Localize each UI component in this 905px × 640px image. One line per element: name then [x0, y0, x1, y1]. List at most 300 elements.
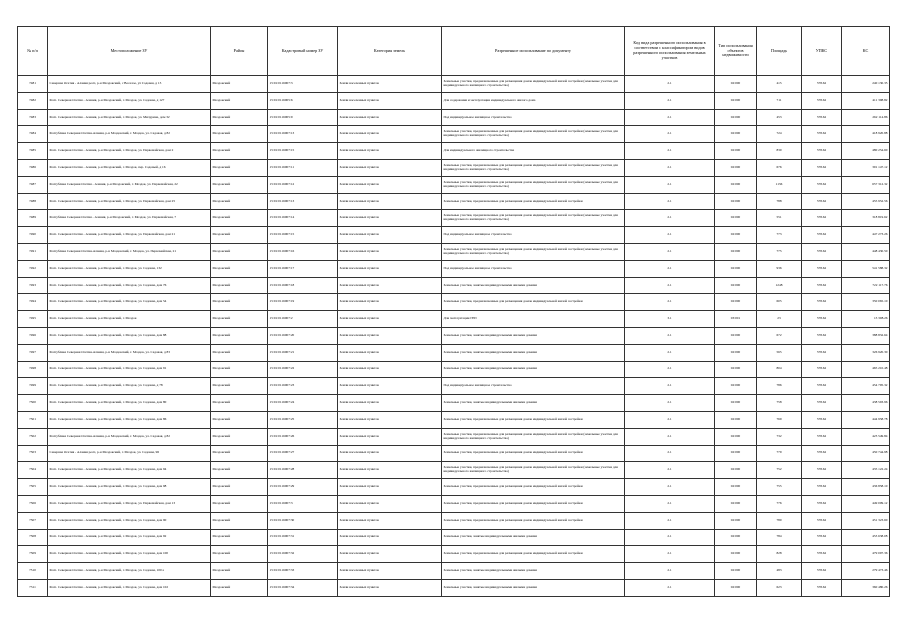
cell-area: 551 [757, 210, 802, 227]
cell-permitted-use: Под индивидуальное жилищное строительство [442, 260, 625, 277]
cell-district: Моздокский [211, 294, 268, 311]
cell-location: Респ. Северная Осетия - Алания, р-н Моздокский, г. Моздок [48, 311, 211, 328]
cell-number: 7504 [18, 462, 48, 479]
cell-land-category: Земли населенных пунктов [338, 294, 442, 311]
table-row [18, 479, 890, 496]
cell-number: 7495 [18, 311, 48, 328]
table-row [18, 243, 890, 260]
cell-area: 779 [757, 445, 802, 462]
cell-upks: 578.62 [802, 411, 842, 428]
table-row [18, 176, 890, 193]
cell-area: 676 [757, 159, 802, 176]
cell-use-type: 02:000 [715, 159, 757, 176]
cell-location: Респ. Северная Осетия - Алания, р-н Моздокский, г. Моздок, ул. Садовая, дом 88 [48, 327, 211, 344]
cell-location: Республика Северная Осетия-Алания, р-н Моздокский, г. Моздок, ул. Садовая, д 83 [48, 344, 211, 361]
cell-cadastral-number: 15:01:0116007:23 [268, 378, 338, 395]
cell-use-code: 2.1 [625, 579, 715, 596]
cell-use-code: 2.1 [625, 260, 715, 277]
cell-location: Респ. Северная Осетия - Алания, р-н Моздокский, г. Моздок, ул. Садовая, 100 а [48, 563, 211, 580]
cell-permitted-use: Земельные участки, предназначенные для размещения домов индивидуальной жилой застройки (земельные участки для индивидуального жилищного строительства) [442, 76, 625, 93]
table-row [18, 445, 890, 462]
cell-ks: 326 920.30 [842, 344, 890, 361]
cell-use-type: 02:000 [715, 92, 757, 109]
table-row [18, 563, 890, 580]
cell-upks: 578.62 [802, 327, 842, 344]
header-upks: УПКС [802, 27, 842, 76]
cell-use-type: 02:000 [715, 462, 757, 479]
cell-upks: 578.62 [802, 126, 842, 143]
table-row [18, 327, 890, 344]
cell-use-code: 2.1 [625, 512, 715, 529]
cell-use-type: 02:000 [715, 529, 757, 546]
cell-use-code: 2.1 [625, 327, 715, 344]
cell-ks: 479 097.36 [842, 546, 890, 563]
cell-upks: 578.62 [802, 109, 842, 126]
cell-upks: 578.62 [802, 428, 842, 445]
table-row [18, 512, 890, 529]
cell-ks: 447 273.26 [842, 227, 890, 244]
cell-location: Северная Осетия - Алания респ, р-н Моздокский, г. Моздок, ул. Садовая, 96 [48, 445, 211, 462]
table-row [18, 76, 890, 93]
cell-ks: 435 122.24 [842, 462, 890, 479]
cell-use-code: 2.1 [625, 344, 715, 361]
cell-ks: 453 638.08 [842, 529, 890, 546]
cell-permitted-use: Земельные участки, занятые индивидуальными жилыми домами [442, 327, 625, 344]
cell-use-type: 02:000 [715, 546, 757, 563]
cell-cadastral-number: 15:01:0116007:2 [268, 311, 338, 328]
cell-cadastral-number: 15:01:0116007:28 [268, 462, 338, 479]
cell-ks: 449 009.12 [842, 495, 890, 512]
cell-permitted-use: Земельные участки, предназначенные для размещения домов индивидуальной жилой застройки [442, 546, 625, 563]
cell-upks: 578.62 [802, 193, 842, 210]
cell-use-code: 2.1 [625, 126, 715, 143]
cell-upks: 578.62 [802, 445, 842, 462]
cell-district: Моздокский [211, 445, 268, 462]
cell-cadastral-number: 15:01:0116007:32 [268, 546, 338, 563]
cell-land-category: Земли населенных пунктов [338, 109, 442, 126]
cell-permitted-use: Земельные участки, предназначенные для размещения домов индивидуальной жилой застройки (земельные участки для индивидуального жилищного строительства) [442, 462, 625, 479]
cell-location: Республика Северная Осетия-Алания, р-н Моздокский, г. Моздок, ул. Садовая, д 82 [48, 428, 211, 445]
cell-area: 605 [757, 294, 802, 311]
cell-cadastral-number: 15:01:0116007:3 [268, 495, 338, 512]
cell-use-type: 02:000 [715, 395, 757, 412]
header-district: Район [211, 27, 268, 76]
cell-cadastral-number: 15:01:0116007:19 [268, 294, 338, 311]
cell-district: Моздокский [211, 193, 268, 210]
cell-use-code: 2.1 [625, 378, 715, 395]
cell-use-code: 2.1 [625, 227, 715, 244]
cell-location: Респ. Северная Осетия - Алания, р-н Моздокский, г. Моздок, ул. Садовая, дом 86 [48, 411, 211, 428]
cell-use-code: 2.1 [625, 176, 715, 193]
cell-location: Респ. Северная Осетия - Алания, р-н Моздокский, г. Моздок, ул. Садовая, дом 91 [48, 361, 211, 378]
header-use-type: Тип использования объектов недвижимости [715, 27, 757, 76]
cell-district: Моздокский [211, 277, 268, 294]
cell-cadastral-number: 15:01:0116007:25 [268, 411, 338, 428]
cell-area: 769 [757, 411, 802, 428]
cell-number: 7501 [18, 411, 48, 428]
cell-cadastral-number: 15:01:0116007:15 [268, 227, 338, 244]
cell-upks: 578.62 [802, 378, 842, 395]
table-row [18, 277, 890, 294]
cell-number: 7503 [18, 445, 48, 462]
cell-area: 565 [757, 344, 802, 361]
cell-number: 7496 [18, 327, 48, 344]
cell-use-code: 2.1 [625, 92, 715, 109]
cell-permitted-use: Под индивидуальное жилищное строительство [442, 378, 625, 395]
cell-upks: 578.62 [802, 563, 842, 580]
cell-upks: 578.62 [802, 361, 842, 378]
cell-permitted-use: Для эксплуатации ГРП [442, 311, 625, 328]
cell-district: Моздокский [211, 579, 268, 596]
cell-area: 672 [757, 327, 802, 344]
table-header-row [18, 27, 890, 76]
cell-use-type: 02:000 [715, 243, 757, 260]
cell-district: Моздокский [211, 210, 268, 227]
cell-ks: 391 147.12 [842, 159, 890, 176]
cell-number: 7499 [18, 378, 48, 395]
cell-number: 7489 [18, 210, 48, 227]
cell-area: 732 [757, 428, 802, 445]
cell-upks: 578.62 [802, 579, 842, 596]
cell-use-code: 2.1 [625, 243, 715, 260]
table-row [18, 143, 890, 160]
cell-district: Моздокский [211, 546, 268, 563]
cell-use-type: 02:000 [715, 445, 757, 462]
cell-area: 415 [757, 76, 802, 93]
table-row [18, 227, 890, 244]
cell-use-code: 2.1 [625, 411, 715, 428]
cell-use-type: 02:000 [715, 579, 757, 596]
cell-permitted-use: Земельные участки, занятые индивидуальными жилыми домами [442, 563, 625, 580]
header-ks: КС [842, 27, 890, 76]
cell-cadastral-number: 15:01:0116007:16 [268, 243, 338, 260]
cell-use-code: 2.1 [625, 428, 715, 445]
cell-ks: 450 744.98 [842, 445, 890, 462]
cell-number: 7485 [18, 143, 48, 160]
cell-location: Респ. Северная Осетия - Алания, р-н Моздокский, г. Моздок, ул. Садовая, дом 76 [48, 277, 211, 294]
cell-location: Респ. Северная Осетия - Алания, р-н Моздокский, г. Моздок, ул. Первомайская, дом 25 [48, 193, 211, 210]
cell-ks: 448 430.50 [842, 243, 890, 260]
cell-ks: 454 795.32 [842, 378, 890, 395]
cell-use-type: 02:000 [715, 126, 757, 143]
cell-use-code: 3.1 [625, 311, 715, 328]
cell-land-category: Земли населенных пунктов [338, 479, 442, 496]
cell-upks: 578.62 [802, 92, 842, 109]
cell-ks: 318 819.62 [842, 210, 890, 227]
cell-area: 773 [757, 227, 802, 244]
cell-use-type: 02:000 [715, 512, 757, 529]
cell-ks: 360 480.26 [842, 579, 890, 596]
cell-permitted-use: Земельные участки, предназначенные для размещения домов индивидуальной жилой застройки [442, 512, 625, 529]
cell-upks: 578.62 [802, 395, 842, 412]
table-row [18, 546, 890, 563]
cell-location: Респ. Северная Осетия - Алания, р-н Моздокский, г. Моздок, пер. Садовый, д 16 [48, 159, 211, 176]
cell-land-category: Земли населенных пунктов [338, 126, 442, 143]
cell-cadastral-number: 15:01:0116007:3 [268, 76, 338, 93]
cell-cadastral-number: 15:01:0116007:13 [268, 193, 338, 210]
cell-use-type: 03:001 [715, 311, 757, 328]
cell-upks: 578.62 [802, 143, 842, 160]
cell-ks: 279 473.46 [842, 563, 890, 580]
cell-area: 711 [757, 92, 802, 109]
cell-area: 830 [757, 143, 802, 160]
cell-location: Республика Северная Осетия-Алания, р-н Моздокский, г. Моздок, ул. Первомайская, 21 [48, 243, 211, 260]
cell-use-code: 2.1 [625, 479, 715, 496]
cell-permitted-use: Земельные участки, занятые индивидуальными жилыми домами [442, 361, 625, 378]
cell-ks: 465 210.48 [842, 361, 890, 378]
cell-land-category: Земли населенных пунктов [338, 344, 442, 361]
cell-ks: 418 920.88 [842, 126, 890, 143]
cell-land-category: Земли населенных пунктов [338, 462, 442, 479]
cell-upks: 578.62 [802, 260, 842, 277]
cell-permitted-use: Для индивидуального жилищного строительства [442, 143, 625, 160]
cell-cadastral-number: 15:01:0116007:34 [268, 579, 338, 596]
cell-number: 7488 [18, 193, 48, 210]
cell-land-category: Земли населенных пунктов [338, 495, 442, 512]
cell-location: Респ. Северная Осетия - Алания, р-н Моздокский, г. Моздок, ул. Садовая, дом 100 [48, 546, 211, 563]
cell-permitted-use: Земельные участки, занятые индивидуальными жилыми домами [442, 277, 625, 294]
cell-permitted-use: Земельные участки, предназначенные для размещения домов индивидуальной жилой застройки (земельные участки для индивидуального жилищного строительства) [442, 159, 625, 176]
table-row [18, 344, 890, 361]
cell-land-category: Земли населенных пунктов [338, 546, 442, 563]
cell-ks: 451 323.60 [842, 512, 890, 529]
cadastral-table [17, 26, 890, 597]
cell-number: 7493 [18, 277, 48, 294]
cell-ks: 388 832.64 [842, 327, 890, 344]
table-row [18, 579, 890, 596]
cell-cadastral-number: 15:01:0116007:27 [268, 445, 338, 462]
cell-ks: 423 549.84 [842, 428, 890, 445]
cell-number: 7486 [18, 159, 48, 176]
cell-cadastral-number: 15:01:0116007:22 [268, 361, 338, 378]
cell-use-code: 2.1 [625, 495, 715, 512]
cell-area: 755 [757, 479, 802, 496]
cell-ks: 657 312.32 [842, 176, 890, 193]
cell-upks: 578.62 [802, 462, 842, 479]
cell-district: Моздокский [211, 260, 268, 277]
cell-area: 784 [757, 529, 802, 546]
cell-land-category: Земли населенных пунктов [338, 277, 442, 294]
cell-land-category: Земли населенных пунктов [338, 143, 442, 160]
cell-district: Моздокский [211, 126, 268, 143]
cell-upks: 578.62 [802, 479, 842, 496]
cell-number: 7506 [18, 495, 48, 512]
cell-permitted-use: Земельные участки, предназначенные для размещения домов индивидуальной жилой застройки [442, 495, 625, 512]
cell-number: 7498 [18, 361, 48, 378]
cell-land-category: Земли населенных пунктов [338, 260, 442, 277]
cell-ks: 13 308.26 [842, 311, 890, 328]
cell-use-code: 2.1 [625, 143, 715, 160]
cell-district: Моздокский [211, 462, 268, 479]
cell-use-type: 02:000 [715, 227, 757, 244]
cell-upks: 578.62 [802, 243, 842, 260]
cell-area: 780 [757, 512, 802, 529]
cell-district: Моздокский [211, 344, 268, 361]
table-row [18, 210, 890, 227]
cell-land-category: Земли населенных пунктов [338, 76, 442, 93]
cell-permitted-use: Земельные участки, предназначенные для размещения домов индивидуальной жилой застройки (земельные участки для индивидуального жилищного строительства) [442, 176, 625, 193]
cell-ks: 455 952.56 [842, 193, 890, 210]
cell-upks: 578.62 [802, 512, 842, 529]
cell-use-type: 02:000 [715, 294, 757, 311]
cell-ks: 240 130.35 [842, 76, 890, 93]
cell-cadastral-number: 15:01:0116005:9 [268, 109, 338, 126]
cell-cadastral-number: 15:01:0116007:24 [268, 395, 338, 412]
cell-number: 7507 [18, 512, 48, 529]
cell-use-type: 02:000 [715, 495, 757, 512]
table-row [18, 378, 890, 395]
cell-land-category: Земли населенных пунктов [338, 92, 442, 109]
cell-number: 7494 [18, 294, 48, 311]
cell-number: 7490 [18, 227, 48, 244]
table-row [18, 462, 890, 479]
table-row [18, 159, 890, 176]
cell-cadastral-number: 15:01:0116007:30 [268, 512, 338, 529]
table-row [18, 109, 890, 126]
header-number: № п/п [18, 27, 48, 76]
cell-use-code: 2.1 [625, 361, 715, 378]
cell-number: 7508 [18, 529, 48, 546]
cell-use-code: 2.1 [625, 193, 715, 210]
cell-upks: 578.62 [802, 76, 842, 93]
cell-use-type: 02:000 [715, 277, 757, 294]
cell-district: Моздокский [211, 378, 268, 395]
cell-area: 483 [757, 563, 802, 580]
cell-district: Моздокский [211, 563, 268, 580]
cell-upks: 578.62 [802, 227, 842, 244]
cell-location: Респ. Северная Осетия - Алания, р-н Моздокский, г. Моздок, ул. Садовая, дом 80 [48, 395, 211, 412]
cell-area: 775 [757, 243, 802, 260]
cell-use-type: 02:000 [715, 143, 757, 160]
cell-land-category: Земли населенных пунктов [338, 579, 442, 596]
cell-ks: 722 117.76 [842, 277, 890, 294]
cell-land-category: Земли населенных пунктов [338, 311, 442, 328]
cell-district: Моздокский [211, 512, 268, 529]
header-cadastral-number: Кадастровый номер ЗУ [268, 27, 338, 76]
cell-land-category: Земли населенных пунктов [338, 159, 442, 176]
cell-permitted-use: Земельные участки, предназначенные для размещения домов индивидуальной жилой застройки (земельные участки для индивидуального жилищного строительства) [442, 243, 625, 260]
cell-use-type: 02:000 [715, 176, 757, 193]
cell-land-category: Земли населенных пунктов [338, 563, 442, 580]
cell-upks: 578.62 [802, 176, 842, 193]
cell-area: 623 [757, 579, 802, 596]
cell-area: 453 [757, 109, 802, 126]
cell-permitted-use: Под индивидуальное жилищное строительство [442, 227, 625, 244]
cell-district: Моздокский [211, 411, 268, 428]
cell-use-code: 2.1 [625, 277, 715, 294]
cell-location: Респ. Северная Осетия - Алания, р-н Моздокский, г. Моздок, ул. Садовая, дом 92 [48, 529, 211, 546]
cell-use-type: 02:000 [715, 344, 757, 361]
cell-area: 788 [757, 193, 802, 210]
cell-use-code: 2.1 [625, 529, 715, 546]
cell-use-type: 02:000 [715, 563, 757, 580]
cell-land-category: Земли населенных пунктов [338, 428, 442, 445]
cell-area: 758 [757, 395, 802, 412]
cell-area: 752 [757, 462, 802, 479]
cell-upks: 578.62 [802, 311, 842, 328]
cell-number: 7502 [18, 428, 48, 445]
header-permitted-use: Разрешенное использование по документу [442, 27, 625, 76]
cell-district: Моздокский [211, 428, 268, 445]
cell-number: 7483 [18, 109, 48, 126]
cell-upks: 578.62 [802, 294, 842, 311]
cell-land-category: Земли населенных пунктов [338, 445, 442, 462]
cell-cadastral-number: 15:01:0116007:15 [268, 143, 338, 160]
cell-district: Моздокский [211, 159, 268, 176]
cell-upks: 578.62 [802, 529, 842, 546]
cell-use-type: 02:000 [715, 193, 757, 210]
cell-land-category: Земли населенных пунктов [338, 395, 442, 412]
cell-ks: 438 593.96 [842, 395, 890, 412]
cell-use-type: 02:000 [715, 76, 757, 93]
cell-ks: 480 254.60 [842, 143, 890, 160]
cell-location: Респ. Северная Осетия - Алания, р-н Моздокский, г. Моздок, ул. Первомайская, дом 2 [48, 143, 211, 160]
cell-area: 786 [757, 378, 802, 395]
cell-permitted-use: Земельные участки, предназначенные для размещения домов индивидуальной жилой застройки [442, 411, 625, 428]
cell-upks: 578.62 [802, 344, 842, 361]
cell-number: 7484 [18, 126, 48, 143]
cell-district: Моздокский [211, 243, 268, 260]
cell-land-category: Земли населенных пунктов [338, 327, 442, 344]
cell-land-category: Земли населенных пунктов [338, 529, 442, 546]
table-row [18, 260, 890, 277]
cell-cadastral-number: 15:01:0116005:6 [268, 92, 338, 109]
cell-location: Респ. Северная Осетия - Алания, р-н Моздокский, г. Моздок, ул. Мичурина, дом 32 [48, 109, 211, 126]
cell-location: Северная Осетия - Алания респ, р-н Моздокский, с Веселое, ул Садовая, д 13 [48, 76, 211, 93]
cell-ks: 350 065.10 [842, 294, 890, 311]
cell-permitted-use: Земельные участки, предназначенные для размещения домов индивидуальной жилой застройки [442, 193, 625, 210]
cell-area: 804 [757, 361, 802, 378]
cell-number: 7492 [18, 260, 48, 277]
cell-land-category: Земли населенных пунктов [338, 193, 442, 210]
cell-land-category: Земли населенных пунктов [338, 227, 442, 244]
cell-location: Респ. Северная Осетия - Алания, р-н Моздокский, г. Моздок, ул. Садовая, дом 54 [48, 294, 211, 311]
cell-cadastral-number: 15:01:0116007:31 [268, 529, 338, 546]
cell-use-type: 02:000 [715, 327, 757, 344]
cell-area: 23 [757, 311, 802, 328]
cell-use-code: 2.1 [625, 462, 715, 479]
cell-location: Республика Северная Осетия-Алания, р-н Моздокский, г. Моздок, ул. Садовая, д 82 [48, 126, 211, 143]
cell-number: 7509 [18, 546, 48, 563]
table-row [18, 361, 890, 378]
cell-location: Респ. Северная Осетия - Алания, р-н Моздокский, г. Моздок, ул. Садовая, 132 [48, 260, 211, 277]
cell-permitted-use: Земельные участки, занятые индивидуальными жилыми домами [442, 395, 625, 412]
cell-location: Республика Северная Осетия - Алания, р-н Моздокский, г. Моздок, ул. Первомайская, 7 [48, 210, 211, 227]
cell-upks: 578.62 [802, 495, 842, 512]
cell-cadastral-number: 15:01:0116007:26 [268, 428, 338, 445]
table-row [18, 193, 890, 210]
cell-cadastral-number: 15:01:0116007:12 [268, 176, 338, 193]
cell-area: 1248 [757, 277, 802, 294]
cell-number: 7510 [18, 563, 48, 580]
cell-land-category: Земли населенных пунктов [338, 176, 442, 193]
cell-use-code: 2.1 [625, 294, 715, 311]
cell-number: 7500 [18, 395, 48, 412]
cell-use-type: 02:000 [715, 411, 757, 428]
cell-cadastral-number: 15:01:0116007:13 [268, 126, 338, 143]
cell-ks: 411 398.82 [842, 92, 890, 109]
cell-location: Респ. Северная Осетия - Алания, р-н Моздокский, г. Моздок, ул. Садовая, д 127 [48, 92, 211, 109]
cell-number: 7482 [18, 92, 48, 109]
table-row [18, 428, 890, 445]
cell-permitted-use: Земельные участки, предназначенные для размещения домов индивидуальной жилой застройки (земельные участки для индивидуального жилищного строительства) [442, 210, 625, 227]
cell-permitted-use: Земельные участки, предназначенные для размещения домов индивидуальной жилой застройки (земельные участки для индивидуального жилищного строительства) [442, 428, 625, 445]
cell-cadastral-number: 15:01:0116007:11 [268, 159, 338, 176]
cell-use-code: 2.1 [625, 210, 715, 227]
cell-land-category: Земли населенных пунктов [338, 411, 442, 428]
cell-area: 936 [757, 260, 802, 277]
cell-use-type: 02:000 [715, 260, 757, 277]
